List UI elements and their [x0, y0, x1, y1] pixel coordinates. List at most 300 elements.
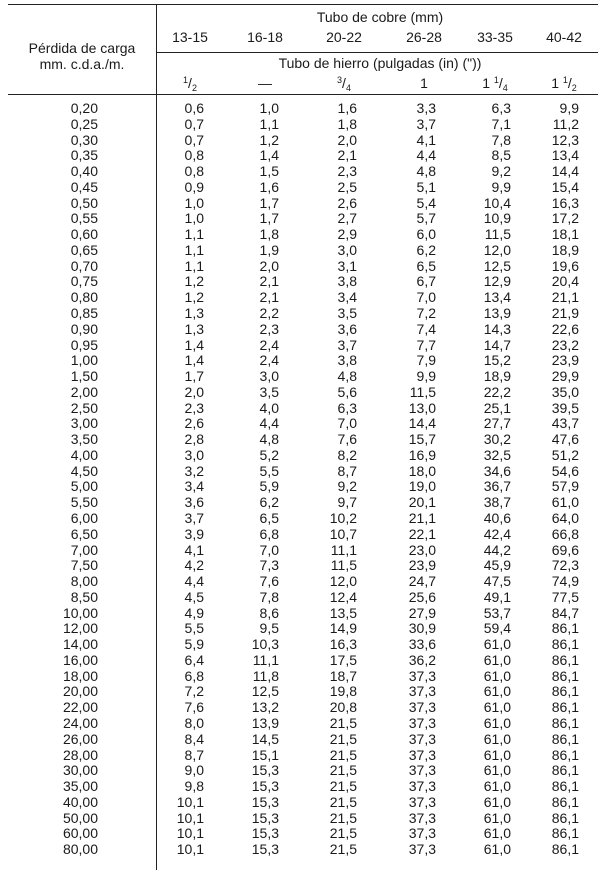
flow-value-cell: 13,2: [251, 699, 279, 716]
flow-value-cell: 21,5: [329, 793, 357, 810]
flow-value-cell: 24,7: [408, 573, 436, 590]
flow-value-cell: 21,5: [329, 715, 357, 732]
flow-value-cell: 33,6: [408, 636, 436, 653]
flow-value-cell: 23,0: [408, 541, 436, 558]
flow-value-cell: 3,4: [184, 478, 204, 495]
flow-value-cell: 15,3: [251, 825, 279, 842]
flow-value-cell: 47,6: [551, 431, 579, 448]
head-loss-cell: 0,50: [70, 194, 98, 211]
flow-value-cell: 61,0: [483, 715, 511, 732]
iron-tube-title: Tubo de hierro (pulgadas (in) (")): [278, 55, 482, 71]
copper-size-header: 16-18: [247, 29, 283, 45]
flow-value-cell: 61,0: [483, 699, 511, 716]
head-loss-cell: 20,00: [62, 683, 98, 700]
flow-value-cell: 14,9: [329, 620, 357, 637]
flow-value-cell: 1,3: [184, 320, 204, 337]
flow-value-cell: 6,3: [491, 100, 511, 116]
flow-value-cell: 1,2: [184, 289, 204, 306]
flow-value-cell: 4,0: [259, 399, 279, 416]
flow-value-cell: 21,5: [329, 762, 357, 779]
flow-value-cell: 8,2: [337, 446, 357, 463]
flow-value-cell: 37,3: [408, 825, 436, 842]
flow-value-cell: 37,3: [408, 746, 436, 763]
head-loss-cell: 0,55: [70, 210, 98, 227]
flow-value-cell: 22,2: [483, 383, 511, 400]
flow-value-cell: 43,7: [551, 415, 579, 432]
flow-value-cell: 42,4: [483, 525, 511, 542]
flow-value-cell: 25,6: [408, 588, 436, 605]
flow-value-cell: 37,3: [408, 778, 436, 795]
flow-value-cell: 2,6: [184, 415, 204, 432]
flow-value-cell: 4,5: [184, 588, 204, 605]
flow-value-cell: 0,7: [184, 131, 204, 148]
iron-size-whole: 1: [482, 75, 494, 91]
flow-value-cell: 1,3: [184, 305, 204, 321]
flow-value-cell: 7,7: [416, 336, 436, 353]
flow-value-cell: 21,5: [329, 778, 357, 795]
flow-value-cell: 1,2: [184, 273, 204, 290]
flow-value-cell: 1,7: [184, 368, 204, 385]
flow-value-cell: 8,6: [259, 604, 279, 621]
head-loss-cell: 6,50: [70, 525, 98, 542]
flow-value-cell: 5,1: [416, 178, 436, 195]
flow-value-cell: 51,2: [551, 446, 579, 463]
flow-value-cell: 37,3: [408, 683, 436, 700]
flow-value-cell: 11,1: [252, 651, 279, 668]
flow-value-cell: 7,9: [416, 352, 436, 369]
flow-value-cell: 4,8: [337, 368, 357, 385]
flow-value-cell: 9,9: [491, 178, 511, 195]
flow-value-cell: 1,4: [184, 336, 204, 353]
head-loss-cell: 5,50: [70, 494, 98, 511]
flow-value-cell: 1,7: [259, 194, 279, 211]
head-loss-cell: 22,00: [62, 699, 98, 716]
flow-value-cell: 4,2: [184, 557, 204, 574]
flow-value-cell: 1,6: [337, 100, 357, 116]
flow-value-cell: 35,0: [551, 383, 579, 400]
flow-value-cell: 61,0: [483, 841, 511, 858]
flow-value-cell: 57,9: [551, 478, 579, 495]
flow-value-cell: 86,1: [551, 746, 579, 763]
head-loss-cell: 3,00: [70, 415, 98, 432]
flow-value-cell: 54,6: [551, 462, 579, 479]
flow-value-cell: 12,0: [329, 573, 357, 590]
flow-value-cell: 4,8: [416, 163, 436, 180]
flow-value-cell: 11,5: [330, 557, 357, 574]
head-loss-cell: 0,30: [70, 131, 98, 148]
flow-value-cell: 29,9: [551, 368, 579, 385]
flow-value-cell: 86,1: [551, 841, 579, 858]
flow-value-cell: 16,3: [329, 636, 357, 653]
copper-size-header: 40-42: [546, 29, 582, 45]
flow-value-cell: 2,0: [184, 383, 204, 400]
flow-value-cell: 61,0: [483, 793, 511, 810]
flow-value-cell: 1,6: [259, 178, 279, 195]
iron-size-denominator: 4: [502, 83, 508, 93]
flow-value-cell: 39,5: [551, 399, 579, 416]
flow-value-cell: 9,7: [337, 494, 357, 511]
flow-value-cell: 2,7: [337, 210, 357, 227]
flow-value-cell: 20,1: [408, 494, 436, 511]
flow-value-cell: 86,1: [551, 620, 579, 637]
flow-value-cell: 86,1: [551, 778, 579, 795]
head-loss-cell: 40,00: [62, 793, 98, 810]
flow-value-cell: 30,9: [408, 620, 436, 637]
flow-value-cell: 15,3: [251, 793, 279, 810]
flow-value-cell: 9,2: [337, 478, 357, 495]
flow-value-cell: 1,4: [184, 352, 204, 369]
flow-value-cell: 11,8: [252, 667, 279, 684]
flow-value-cell: 11,5: [484, 226, 511, 243]
flow-value-cell: 37,3: [408, 715, 436, 732]
head-loss-cell: 0,80: [70, 289, 98, 306]
flow-value-cell: 9,9: [416, 368, 436, 385]
iron-size-numerator: 1: [562, 75, 568, 85]
flow-value-cell: 4,4: [259, 415, 279, 432]
flow-value-cell: 86,1: [551, 762, 579, 779]
head-loss-cell: 0,95: [70, 336, 98, 353]
flow-value-cell: 64,0: [551, 510, 579, 527]
flow-value-cell: 66,8: [551, 525, 579, 542]
flow-value-cell: 3,9: [184, 525, 204, 542]
head-loss-cell: 6,00: [70, 510, 98, 527]
flow-value-cell: 3,6: [337, 320, 357, 337]
flow-value-cell: 21,1: [408, 510, 436, 527]
flow-value-cell: 18,1: [551, 226, 579, 243]
head-loss-cell: 0,40: [70, 163, 98, 180]
head-loss-cell: 8,50: [70, 588, 98, 605]
flow-value-cell: 15,3: [251, 841, 279, 858]
flow-value-cell: 21,5: [329, 809, 357, 826]
flow-value-cell: 37,3: [408, 793, 436, 810]
flow-value-cell: 86,1: [551, 683, 579, 700]
flow-value-cell: 14,4: [408, 415, 436, 432]
flow-value-cell: 1,1: [184, 241, 204, 258]
iron-size-denominator: 2: [191, 83, 197, 93]
flow-value-cell: 14,4: [551, 163, 579, 180]
head-loss-cell: 26,00: [62, 730, 98, 747]
copper-size-header: 33-35: [477, 29, 513, 45]
flow-value-cell: 3,5: [259, 383, 279, 400]
flow-value-cell: 11,1: [330, 541, 357, 558]
row-header-line-1: Pérdida de carga: [28, 40, 136, 56]
head-loss-cell: 12,00: [62, 620, 98, 637]
flow-value-cell: 61,0: [483, 683, 511, 700]
flow-value-cell: 9,0: [184, 762, 204, 779]
flow-value-cell: 4,1: [416, 131, 436, 148]
flow-value-cell: 61,0: [483, 762, 511, 779]
flow-value-cell: 23,9: [408, 557, 436, 574]
copper-size-header: 26-28: [406, 29, 442, 45]
iron-size-header: 1 $^1/_2$: [551, 75, 577, 93]
iron-size-whole: 1: [420, 75, 428, 91]
flow-value-cell: 74,9: [551, 573, 579, 590]
flow-value-cell: 2,5: [337, 178, 357, 195]
head-loss-cell: 0,45: [70, 178, 98, 195]
flow-value-cell: 7,6: [337, 431, 357, 448]
flow-value-cell: 3,0: [184, 446, 204, 463]
flow-value-cell: 13,0: [408, 399, 436, 416]
flow-value-cell: 10,1: [176, 809, 204, 826]
flow-value-cell: 21,5: [329, 730, 357, 747]
head-loss-cell: 4,50: [70, 462, 98, 479]
flow-value-cell: 5,5: [184, 620, 204, 637]
flow-value-cell: 1,8: [337, 115, 357, 132]
head-loss-cell: 30,00: [62, 762, 98, 779]
flow-value-cell: 3,7: [337, 336, 357, 353]
flow-value-cell: 2,9: [337, 226, 357, 243]
flow-value-cell: 19,8: [329, 683, 357, 700]
flow-value-cell: 5,5: [259, 462, 279, 479]
head-loss-cell: 0,85: [70, 305, 98, 321]
head-loss-cell: 50,00: [62, 809, 98, 826]
flow-value-cell: 3,7: [184, 510, 204, 527]
head-loss-cell: 28,00: [62, 746, 98, 763]
head-loss-cell: 2,50: [70, 399, 98, 416]
head-loss-cell: 0,65: [70, 241, 98, 258]
flow-value-cell: 8,5: [491, 147, 511, 164]
flow-value-cell: 32,5: [483, 446, 511, 463]
head-loss-cell: 0,60: [70, 226, 98, 243]
flow-value-cell: 1,2: [259, 131, 279, 148]
head-loss-cell: 7,50: [70, 557, 98, 574]
flow-value-cell: 36,7: [483, 478, 511, 495]
flow-value-cell: 13,9: [483, 305, 511, 321]
flow-value-cell: 5,9: [184, 636, 204, 653]
flow-value-cell: 27,7: [483, 415, 511, 432]
flow-value-cell: 21,5: [329, 746, 357, 763]
iron-size-numerator: 1: [183, 75, 189, 85]
flow-value-cell: 34,6: [483, 462, 511, 479]
flow-value-cell: 11,2: [552, 115, 579, 132]
flow-value-cell: 7,1: [491, 115, 511, 132]
flow-value-cell: 37,3: [408, 730, 436, 747]
flow-value-cell: 37,3: [408, 841, 436, 858]
flow-value-cell: 2,0: [337, 131, 357, 148]
flow-value-cell: 6,5: [416, 257, 436, 274]
flow-value-cell: 3,0: [259, 368, 279, 385]
flow-value-cell: 20,8: [329, 699, 357, 716]
flow-value-cell: 9,9: [559, 100, 579, 116]
flow-value-cell: 10,1: [176, 841, 204, 858]
flow-value-cell: 3,3: [416, 100, 436, 116]
flow-value-cell: 10,1: [176, 793, 204, 810]
flow-value-cell: 11,5: [409, 383, 436, 400]
copper-tube-title: Tubo de cobre (mm): [316, 9, 444, 25]
flow-value-cell: 0,6: [184, 100, 204, 116]
flow-value-cell: 15,4: [551, 178, 579, 195]
flow-value-cell: 61,0: [483, 746, 511, 763]
flow-value-cell: 2,1: [337, 147, 357, 164]
flow-value-cell: 2,3: [337, 163, 357, 180]
head-loss-cell: 18,00: [62, 667, 98, 684]
flow-value-cell: 3,0: [337, 241, 357, 258]
flow-value-cell: 6,2: [259, 494, 279, 511]
flow-value-cell: 2,8: [184, 431, 204, 448]
iron-size-whole: —: [258, 75, 272, 91]
flow-value-cell: 2,3: [184, 399, 204, 416]
flow-value-cell: 1,4: [259, 147, 279, 164]
flow-value-cell: 69,6: [551, 541, 579, 558]
flow-value-cell: 5,7: [416, 210, 436, 227]
flow-value-cell: 8,4: [184, 730, 204, 747]
flow-value-cell: 3,5: [337, 305, 357, 321]
flow-value-cell: 19,6: [551, 257, 579, 274]
flow-value-cell: 2,1: [259, 289, 279, 306]
flow-value-cell: 15,3: [251, 778, 279, 795]
flow-value-cell: 36,2: [408, 651, 436, 668]
flow-value-cell: 13,5: [329, 604, 357, 621]
flow-value-cell: 2,0: [259, 257, 279, 274]
iron-size-numerator: 1: [493, 75, 499, 85]
iron-size-header: 1 $^1/_4$: [482, 75, 508, 93]
head-loss-cell: 0,25: [70, 115, 98, 132]
flow-value-cell: 9,5: [259, 620, 279, 637]
head-loss-cell: 1,50: [70, 368, 98, 385]
flow-value-cell: 30,2: [483, 431, 511, 448]
flow-value-cell: 86,1: [551, 825, 579, 842]
flow-value-cell: 21,9: [551, 305, 579, 321]
flow-value-cell: 86,1: [551, 636, 579, 653]
flow-value-cell: 10,7: [329, 525, 357, 542]
flow-value-cell: 0,7: [184, 115, 204, 132]
flow-value-cell: 5,6: [337, 383, 357, 400]
flow-value-cell: 4,8: [259, 431, 279, 448]
flow-value-cell: 20,4: [551, 273, 579, 290]
flow-value-cell: 1,7: [259, 210, 279, 227]
head-loss-cell: 0,70: [70, 257, 98, 274]
flow-value-cell: 7,0: [416, 289, 436, 306]
flow-value-cell: 1,0: [184, 210, 204, 227]
flow-value-cell: 2,2: [259, 305, 279, 321]
flow-value-cell: 0,8: [184, 163, 204, 180]
flow-value-cell: 61,0: [483, 636, 511, 653]
flow-value-cell: 6,3: [337, 399, 357, 416]
flow-value-cell: 18,9: [551, 241, 579, 258]
head-loss-cell: 35,00: [62, 778, 98, 795]
flow-value-cell: 12,5: [251, 683, 279, 700]
flow-value-cell: 3,8: [337, 273, 357, 290]
flow-value-cell: 4,1: [184, 541, 204, 558]
flow-value-cell: 14,3: [483, 320, 511, 337]
flow-value-cell: 1,9: [259, 241, 279, 258]
flow-value-cell: 13,4: [551, 147, 579, 164]
flow-value-cell: 37,3: [408, 667, 436, 684]
flow-value-cell: 7,2: [184, 683, 204, 700]
header-bottom-rule: [8, 94, 598, 95]
flow-value-cell: 21,1: [551, 289, 579, 306]
flow-value-cell: 6,4: [184, 651, 204, 668]
flow-value-cell: 86,1: [551, 793, 579, 810]
flow-value-cell: 16,3: [551, 194, 579, 211]
flow-value-cell: 13,4: [483, 289, 511, 306]
flow-value-cell: 38,7: [483, 494, 511, 511]
flow-value-cell: 9,2: [491, 163, 511, 180]
flow-value-cell: 86,1: [551, 651, 579, 668]
flow-value-cell: 7,0: [259, 541, 279, 558]
flow-value-cell: 86,1: [551, 699, 579, 716]
flow-value-cell: 18,7: [329, 667, 357, 684]
flow-value-cell: 10,1: [176, 825, 204, 842]
flow-value-cell: 59,4: [483, 620, 511, 637]
flow-value-cell: 7,3: [259, 557, 279, 574]
flow-value-cell: 1,8: [259, 226, 279, 243]
flow-value-cell: 3,6: [184, 494, 204, 511]
flow-value-cell: 86,1: [551, 667, 579, 684]
flow-value-cell: 5,9: [259, 478, 279, 495]
flow-value-cell: 25,1: [483, 399, 511, 416]
flow-value-cell: 37,3: [408, 699, 436, 716]
head-loss-cell: 1,00: [70, 352, 98, 369]
flow-value-cell: 1,0: [184, 194, 204, 211]
flow-value-cell: 13,9: [251, 715, 279, 732]
flow-value-cell: 72,3: [551, 557, 579, 574]
head-loss-cell: 0,20: [70, 100, 98, 116]
flow-value-cell: 12,3: [551, 131, 579, 148]
flow-value-cell: 12,9: [483, 273, 511, 290]
flow-value-cell: 10,4: [483, 194, 511, 211]
head-loss-cell: 4,00: [70, 446, 98, 463]
flow-value-cell: 23,9: [551, 352, 579, 369]
flow-value-cell: 1,0: [259, 100, 279, 116]
iron-size-denominator: 4: [345, 83, 351, 93]
flow-value-cell: 18,0: [408, 462, 436, 479]
table-top-rule: [8, 4, 598, 5]
flow-value-cell: 84,7: [551, 604, 579, 621]
head-loss-cell: 16,00: [62, 651, 98, 668]
head-loss-cell: 80,00: [62, 841, 98, 858]
flow-value-cell: 7,6: [184, 699, 204, 716]
flow-value-cell: 86,1: [551, 730, 579, 747]
flow-value-cell: 1,1: [184, 257, 204, 274]
flow-value-cell: 7,4: [416, 320, 436, 337]
flow-value-cell: 61,0: [483, 825, 511, 842]
head-loss-cell: 7,00: [70, 541, 98, 558]
copper-size-header: 13-15: [172, 29, 208, 45]
flow-value-cell: 3,2: [184, 462, 204, 479]
flow-value-cell: 7,8: [259, 588, 279, 605]
flow-value-cell: 3,7: [416, 115, 436, 132]
flow-value-cell: 47,5: [483, 573, 511, 590]
flow-value-cell: 8,7: [184, 746, 204, 763]
flow-value-cell: 86,1: [551, 715, 579, 732]
flow-value-cell: 27,9: [408, 604, 436, 621]
flow-value-cell: 77,5: [551, 588, 579, 605]
flow-value-cell: 0,9: [184, 178, 204, 195]
flow-value-cell: 5,4: [416, 194, 436, 211]
flow-value-cell: 10,3: [251, 636, 279, 653]
head-loss-cell: 0,35: [70, 147, 98, 164]
flow-value-cell: 37,3: [408, 762, 436, 779]
flow-value-cell: 6,5: [259, 510, 279, 527]
flow-value-cell: 3,1: [337, 257, 357, 274]
flow-value-cell: 2,4: [259, 336, 279, 353]
flow-value-cell: 44,2: [483, 541, 511, 558]
flow-value-cell: 8,0: [184, 715, 204, 732]
head-loss-cell: 60,00: [62, 825, 98, 842]
flow-value-cell: 9,8: [184, 778, 204, 795]
head-loss-cell: 3,50: [70, 431, 98, 448]
flow-value-cell: 86,1: [551, 809, 579, 826]
iron-size-whole: 1: [551, 75, 563, 91]
flow-value-cell: 37,3: [408, 809, 436, 826]
iron-size-denominator: 2: [571, 83, 577, 93]
flow-value-cell: 15,7: [408, 431, 436, 448]
flow-value-cell: 4,4: [416, 147, 436, 164]
head-loss-cell: 0,90: [70, 320, 98, 337]
flow-value-cell: 7,2: [416, 305, 436, 321]
flow-value-cell: 0,8: [184, 147, 204, 164]
